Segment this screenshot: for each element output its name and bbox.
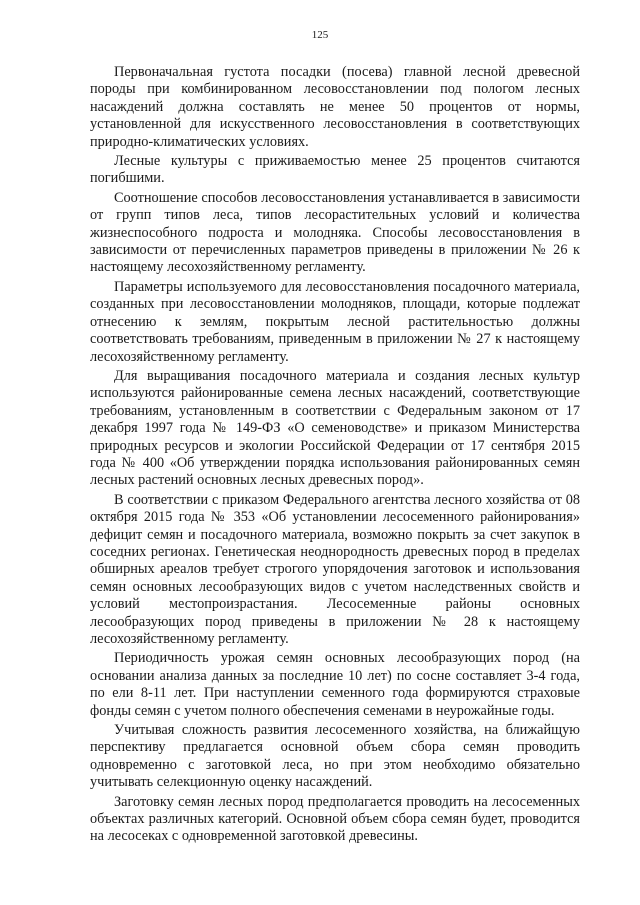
page-number: 125 — [311, 29, 329, 41]
paragraph-reforestation-methods-ratio: Соотношение способов лесовосстановления устанавливается в зависимости от групп типов леса, типов лесорастительных условий и количества жизнеспособного подроста и молодняка. Способы лесовосстановления в зависимости от перечисленных параметров приведены в приложении № 26 к настоящему лесохозяйственному регламенту. — [90, 189, 580, 276]
paragraph-seed-harvesting-sites: Заготовку семян лесных пород предполагается проводить на лесосеменных объектах различных категорий. Основной объем сбора семян будет, проводится на лесосеках с одновременной заготовкой древесины. — [90, 793, 580, 845]
paragraph-zoned-seeds: Для выращивания посадочного материала и создания лесных культур используются районированные семена лесных насаждений, соответствующие требованиям, установленным в соответствии с Федеральным законом от 17 декабря 1997 года № 149-ФЗ «О семеноводстве» и приказом Министерства природных ресурсов и экологии Российской Федерации от 17 сентября 2015 года № 400 «Об утверждении порядка использования районированных семян лесных растений основных лесных древесных пород». — [90, 367, 580, 489]
paragraph-failed-plantations: Лесные культуры с приживаемостью менее 25 процентов считаются погибшими. — [90, 153, 580, 187]
paragraph-harvest-periodicity: Периодичность урожая семян основных лесообразующих пород (на основании анализа данных за последние 10 лет) по сосне составляет 3-4 года, по ели 8-11 лет. При наступлении семенного года формируются страховые фонды семян с учетом полного обеспечения семенами в неурожайные годы. — [90, 650, 580, 719]
paragraph-seed-collection-outlook: Учитывая сложность развития лесосеменного хозяйства, на ближайщую перспективу предлагается основной объем сбора семян проводить одновременно с заготовкой леса, но при этом необходимо обязательно учитывать селекционную оценку насаждений. — [90, 722, 580, 791]
paragraph-seed-zoning-order: В соответствии с приказом Федерального агентства лесного хозяйства от 08 октября 2015 года № 353 «Об установлении лесосеменного районирования» дефицит семян и посадочного материала, возможно покрыть за счет закупок в соседних регионах. Генетическая неоднородность древесных пород в пределах обширных ареалов требует строгого упорядочения заготовок и использования семян основных лесообразующих видов с учетом наследственных свойств и условий местопроизрастания. Лесосеменные районы основных лесообразующих пород приведены в приложении № 28 к настоящему лесохозяйственному регламенту. — [90, 491, 580, 647]
paragraph-initial-planting-density: Первоначальная густота посадки (посева) главной лесной древесной породы при комбинированном лесовосстановлении под пологом лесных насаждений должна составлять не менее 50 процентов от нормы, установленной для искусственного лесовосстановления в соответствующих природно-климатических условиях. — [90, 64, 580, 150]
document-body — [90, 64, 580, 848]
paragraph-planting-material-parameters: Параметры используемого для лесовосстановления посадочного материала, созданных при лесовосстановлении молодняков, площади, которые подлежат отнесению к землям, покрытым лесной растительностью должны соответствовать требованиям, приведенным в приложении № 27 к настоящему лесохозяйственному регламенту. — [90, 278, 580, 365]
